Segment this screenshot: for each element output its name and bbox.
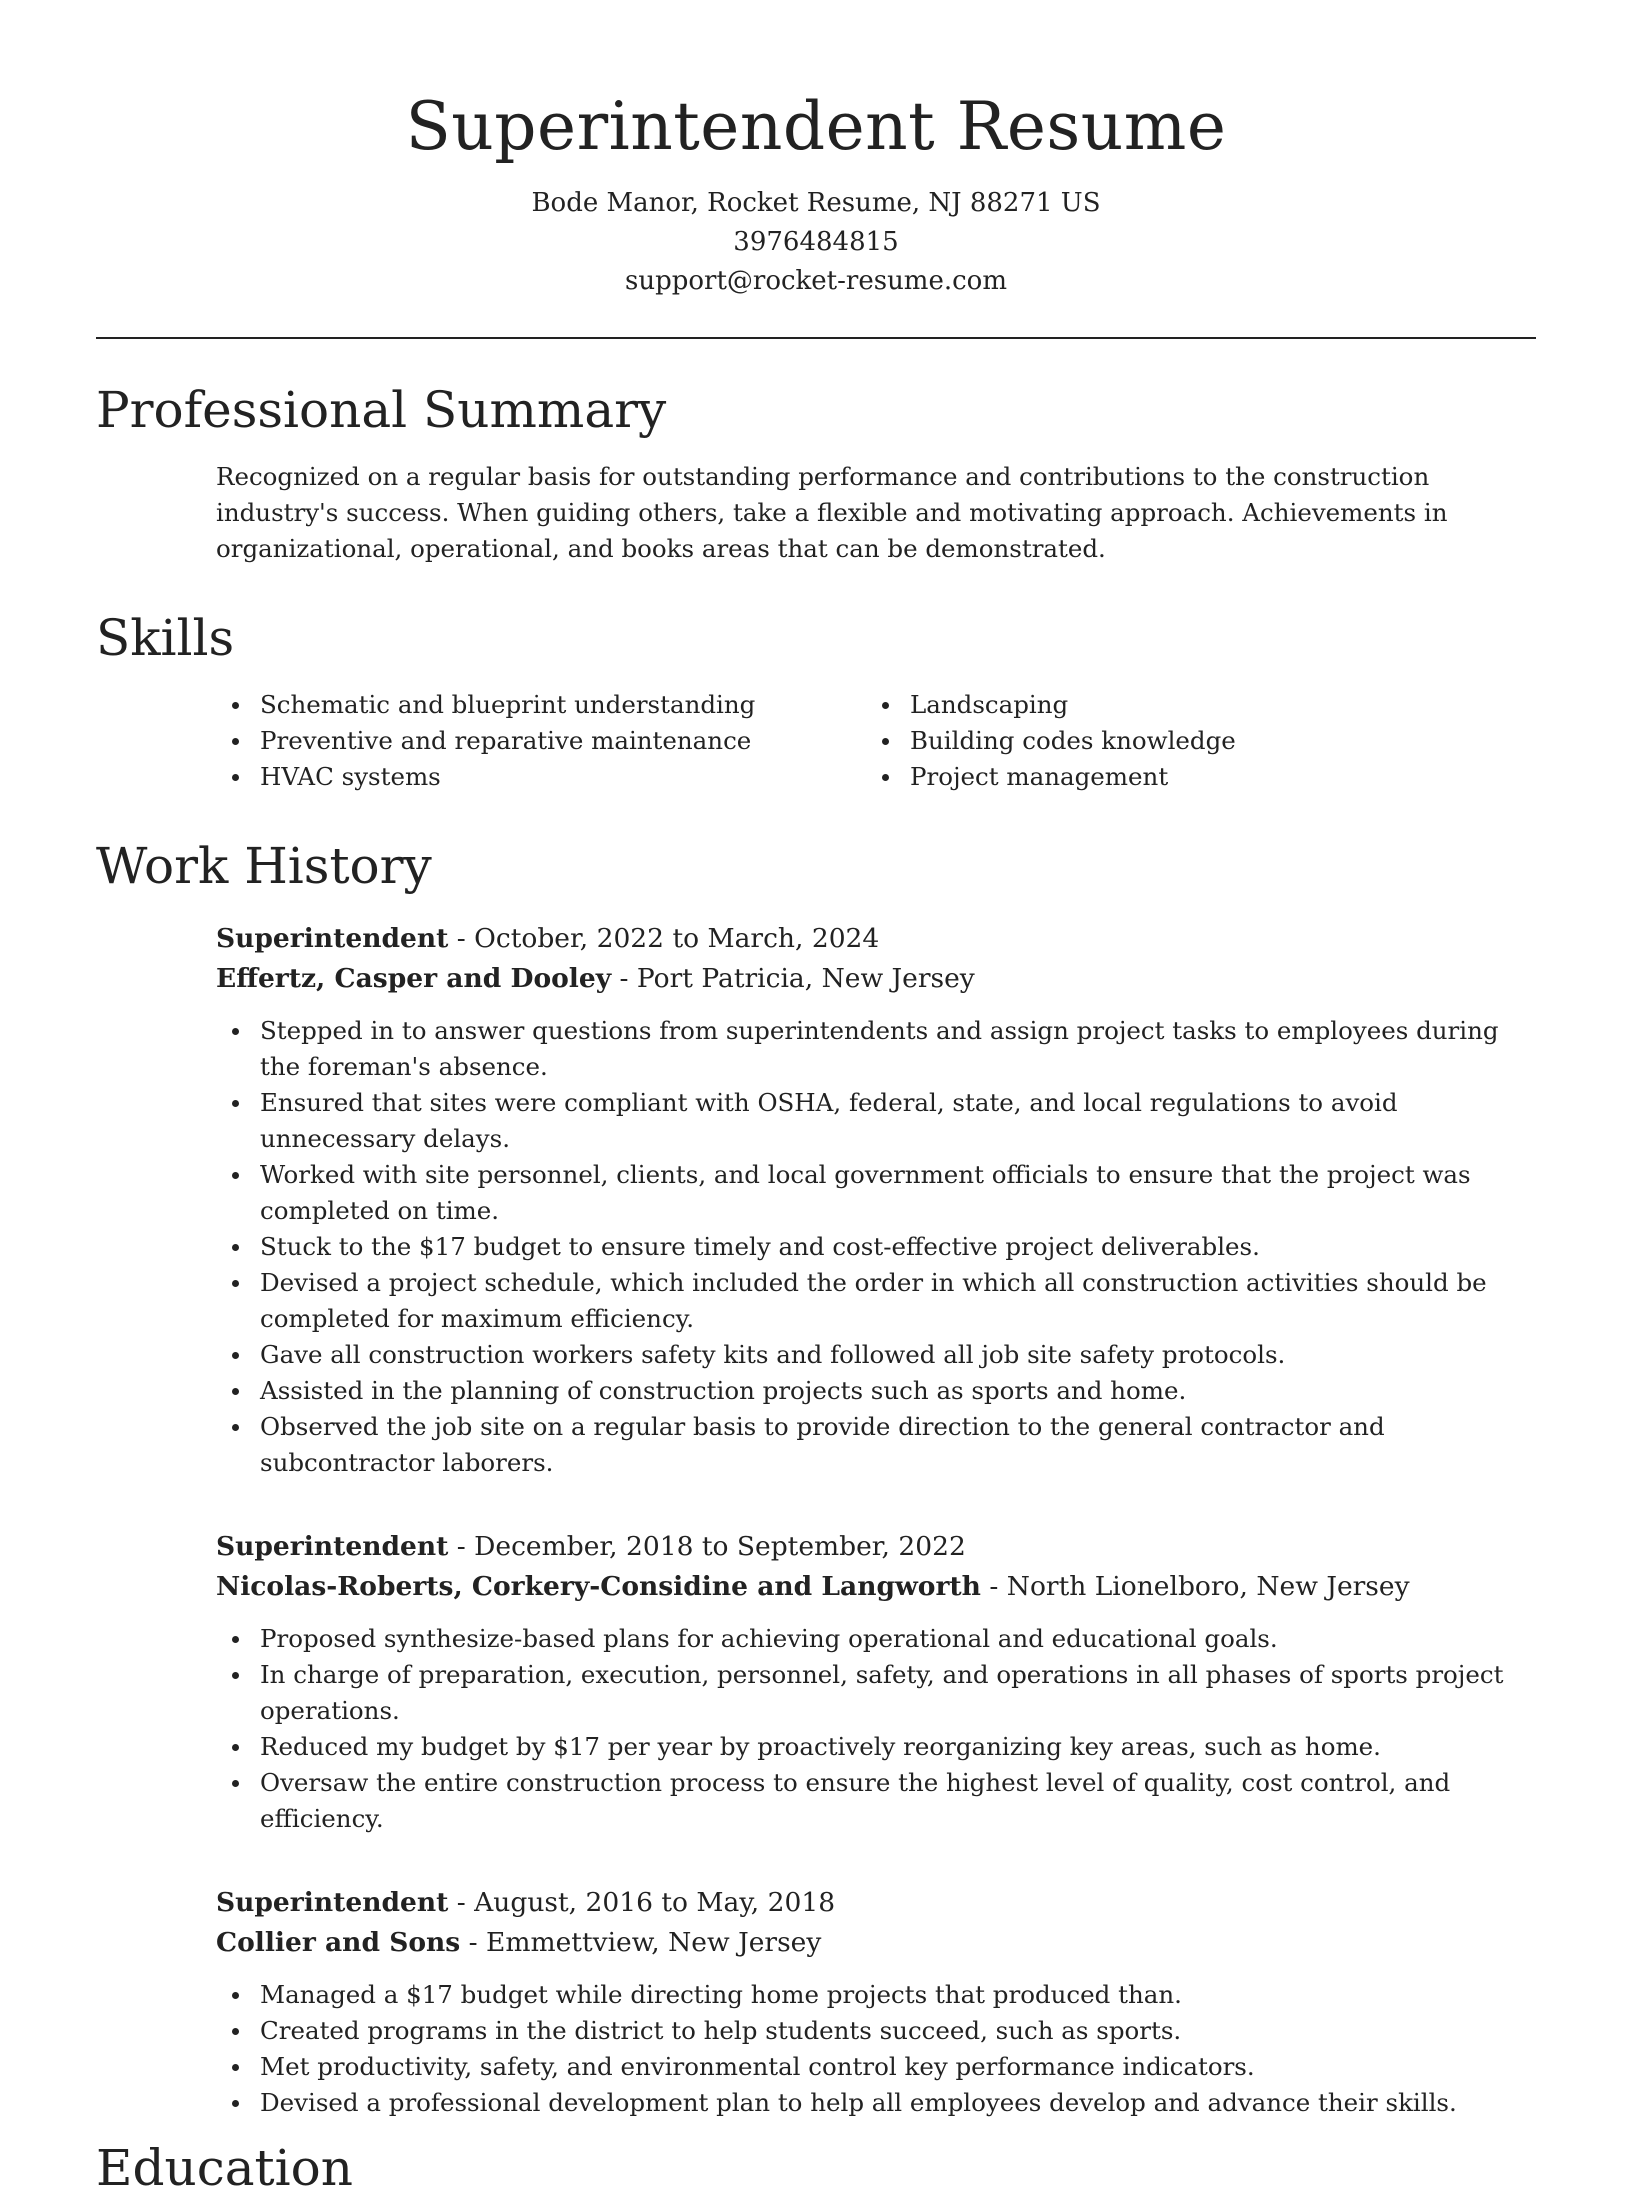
job-title-line	[216, 919, 1536, 959]
job-title: Superintendent	[216, 923, 449, 954]
duty-item: Devised a project schedule, which included the order in which all construction activities should be completed for maximum efficiency.	[216, 1265, 1512, 1337]
duty-item: Worked with site personnel, clients, and local government officials to ensure that the project was completed on time.	[216, 1157, 1512, 1229]
job-title-line	[216, 1883, 1536, 1923]
skill-item: Preventive and reparative maintenance	[216, 723, 866, 759]
summary-heading: Professional Summary	[96, 381, 667, 439]
duty-item: Ensured that sites were compliant with OSHA, federal, state, and local regulations to avoid unnecessary delays.	[216, 1085, 1512, 1157]
job-dates: - October, 2022 to March, 2024	[448, 923, 880, 954]
job-title-line	[216, 1527, 1536, 1567]
work-history-heading: Work History	[96, 837, 432, 895]
job-company: Nicolas-Roberts, Corkery-Considine and Langworth	[216, 1571, 981, 1602]
job-company-line	[216, 959, 1536, 999]
job-title: Superintendent	[216, 1887, 449, 1918]
skills-column-left	[216, 687, 866, 795]
contact-email: support@rocket-resume.com	[624, 266, 1007, 296]
job-duties	[216, 1977, 1536, 2121]
skill-item: Landscaping	[866, 687, 1536, 723]
skill-item: Schematic and blueprint understanding	[216, 687, 866, 723]
skill-item: Building codes knowledge	[866, 723, 1536, 759]
duty-item: Devised a professional development plan to help all employees develop and advance their skills.	[216, 2085, 1512, 2121]
skills-list	[96, 687, 1536, 795]
job-location: - Port Patricia, New Jersey	[611, 963, 975, 994]
duty-item: In charge of preparation, execution, personnel, safety, and operations in all phases of sports project operations.	[216, 1657, 1512, 1729]
skill-item: HVAC systems	[216, 759, 866, 795]
duty-item: Managed a $17 budget while directing home projects that produced than.	[216, 1977, 1512, 2013]
job-dates: - December, 2018 to September, 2022	[448, 1531, 966, 1562]
job-title: Superintendent	[216, 1531, 449, 1562]
job-duties	[216, 1621, 1536, 1837]
contact-phone: 3976484815	[733, 227, 899, 257]
summary-text: Recognized on a regular basis for outstanding performance and contributions to the construction industry's success. When guiding others, take a flexible and motivating approach. Achievements in organizational, operational, and books areas that can be demonstrated.	[216, 462, 1448, 563]
education-heading: Education	[96, 2139, 353, 2197]
resume-header	[96, 0, 1536, 301]
duty-item: Observed the job site on a regular basis to provide direction to the general contractor and subcontractor laborers.	[216, 1409, 1512, 1481]
contact-block	[96, 184, 1536, 301]
resume-title: Superintendent Resume	[405, 88, 1227, 165]
job-company: Collier and Sons	[216, 1927, 461, 1958]
job-company-line	[216, 1567, 1536, 1607]
job-location: - Emmettview, New Jersey	[460, 1927, 822, 1958]
skill-item: Project management	[866, 759, 1536, 795]
job-duties	[216, 1013, 1536, 1481]
duty-item: Stuck to the $17 budget to ensure timely and cost-effective project deliverables.	[216, 1229, 1512, 1265]
duty-item: Created programs in the district to help students succeed, such as sports.	[216, 2013, 1512, 2049]
job-dates: - August, 2016 to May, 2018	[448, 1887, 836, 1918]
skills-heading: Skills	[96, 609, 235, 667]
duty-item: Assisted in the planning of construction projects such as sports and home.	[216, 1373, 1512, 1409]
duty-item: Stepped in to answer questions from superintendents and assign project tasks to employees during the foreman's absence.	[216, 1013, 1512, 1085]
job-entry	[216, 1527, 1536, 1837]
header-divider	[96, 337, 1536, 339]
job-location: - North Lionelboro, New Jersey	[980, 1571, 1410, 1602]
duty-item: Oversaw the entire construction process to ensure the highest level of quality, cost control, and efficiency.	[216, 1765, 1512, 1837]
job-company: Effertz, Casper and Dooley	[216, 963, 612, 994]
skills-column-right	[866, 687, 1536, 795]
duty-item: Proposed synthesize-based plans for achieving operational and educational goals.	[216, 1621, 1512, 1657]
duty-item: Reduced my budget by $17 per year by proactively reorganizing key areas, such as home.	[216, 1729, 1512, 1765]
job-company-line	[216, 1923, 1536, 1963]
job-entry	[216, 919, 1536, 1481]
contact-address: Bode Manor, Rocket Resume, NJ 88271 US	[531, 188, 1101, 218]
job-entry	[216, 1883, 1536, 2121]
duty-item: Gave all construction workers safety kits and followed all job site safety protocols.	[216, 1337, 1512, 1373]
work-history-list	[96, 919, 1536, 2121]
duty-item: Met productivity, safety, and environmental control key performance indicators.	[216, 2049, 1512, 2085]
